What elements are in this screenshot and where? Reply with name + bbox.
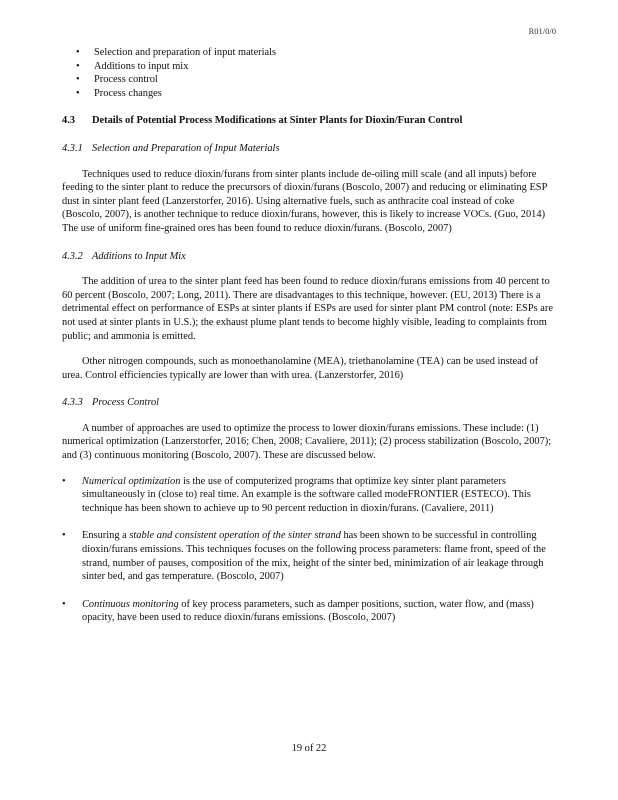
method-emphasis: stable and consistent operation of the sinter strand — [129, 530, 341, 542]
method-emphasis: Continuous monitoring — [82, 598, 179, 610]
paragraph: Techniques used to reduce dioxin/furans from sinter plants include de-oiling mill scale (and all inputs) before feeding to the sinter plant to reduce the precursors of dioxin/furans (Boscolo, 2007) and reducing or eliminating ESP dust in sinter plant feed (Lanzerstorfer, 2016). Using alternative fuels, such as anthracite coal instead of coke (Boscolo, 2007), is another technique to reduce dioxin/furans, however, this is likely to increase VOCs. (Guo, 2014) The use of uniform fine-grained ores has been found to reduce dioxin/furans. (Boscolo, 2007) — [62, 168, 547, 234]
method-text: is the use of computerized programs that optimize key sinter plant parameters simultaneously in (close to) real time. An example is the software called modeFRONTIER (ESTECO). This technique has been shown to achieve up to 90 percent reduction in dioxin/furans. (Cavaliere, 2011) — [82, 475, 531, 514]
page-number: 19 of 22 — [291, 743, 327, 754]
method-item — [62, 475, 556, 516]
method-item — [62, 598, 556, 625]
method-item — [62, 529, 556, 583]
method-text: has been shown to be successful in controlling dioxin/furans emissions. This techniques focuses on the following process parameters: flame front, speed of the strand, number of pauses, composition of the mix, height of the sinter bed, minimization of air leakage through sinter bed, and gas temperature. (Boscolo, 2007) — [82, 530, 546, 583]
method-list — [62, 475, 556, 625]
method-text: of key process parameters, such as damper positions, suction, water flow, and (mass) opacity, have been used to reduce dioxin/furans emissions. (Boscolo, 2007) — [82, 598, 534, 624]
subsection-number: 4.3.3 — [62, 397, 83, 409]
paragraph: The addition of urea to the sinter plant feed has been found to reduce dioxin/furans emissions from 40 percent to 60 percent (Boscolo, 2007; Long, 2011). There are disadvantages to this technique, however. (EU, 2013) There is a detrimental effect on performance of ESPs at sinter plants if ESPs are used for sinter plant PM control (note: ESPs are not used at sinter plants in U.S.); the exhaust plume plant tends to become highly visible, leading to complaints from public; and ammonia is emitted. — [62, 276, 553, 342]
paragraph: A number of approaches are used to optimize the process to lower dioxin/furans emissions. These include: (1) numerical optimization (Lanzerstorfer, 2016; Chen, 2008; Cavaliere, 2011); (2) process stabilization (Boscolo, 2007); and (3) continuous monitoring (Boscolo, 2007). These are discussed below. — [62, 422, 552, 462]
subsection-title: Additions to Input Mix — [92, 250, 186, 262]
subsection-heading — [62, 142, 556, 156]
paragraph: Other nitrogen compounds, such as monoethanolamine (MEA), triethanolamine (TEA) can be used instead of urea. Control efficiencies typically are lower than with urea. (Lanzerstorfer, 2016) — [62, 356, 539, 381]
subsection-heading — [62, 396, 556, 410]
section-number: 4.3 — [62, 115, 75, 127]
subsection-number: 4.3.2 — [62, 250, 83, 262]
page-content — [62, 46, 556, 639]
bullet-item: • Process changes — [84, 87, 556, 101]
document-id: R01/0/0 — [528, 26, 556, 36]
method-emphasis: Numerical optimization — [82, 475, 181, 487]
bullet-item: • Additions to input mix — [84, 60, 556, 74]
subsection-title: Process Control — [92, 397, 160, 409]
bullet-item: • Process control — [84, 73, 556, 87]
method-lead: Ensuring a — [82, 530, 130, 542]
bullet-item: • Selection and preparation of input materials — [84, 46, 556, 60]
section-heading — [62, 114, 556, 128]
bullet-list — [62, 46, 556, 100]
section-title: Details of Potential Process Modifications at Sinter Plants for Dioxin/Furan Control — [92, 115, 463, 127]
subsection-number: 4.3.1 — [62, 142, 83, 154]
subsection-title: Selection and Preparation of Input Materials — [92, 142, 280, 154]
subsection-heading — [62, 250, 556, 264]
